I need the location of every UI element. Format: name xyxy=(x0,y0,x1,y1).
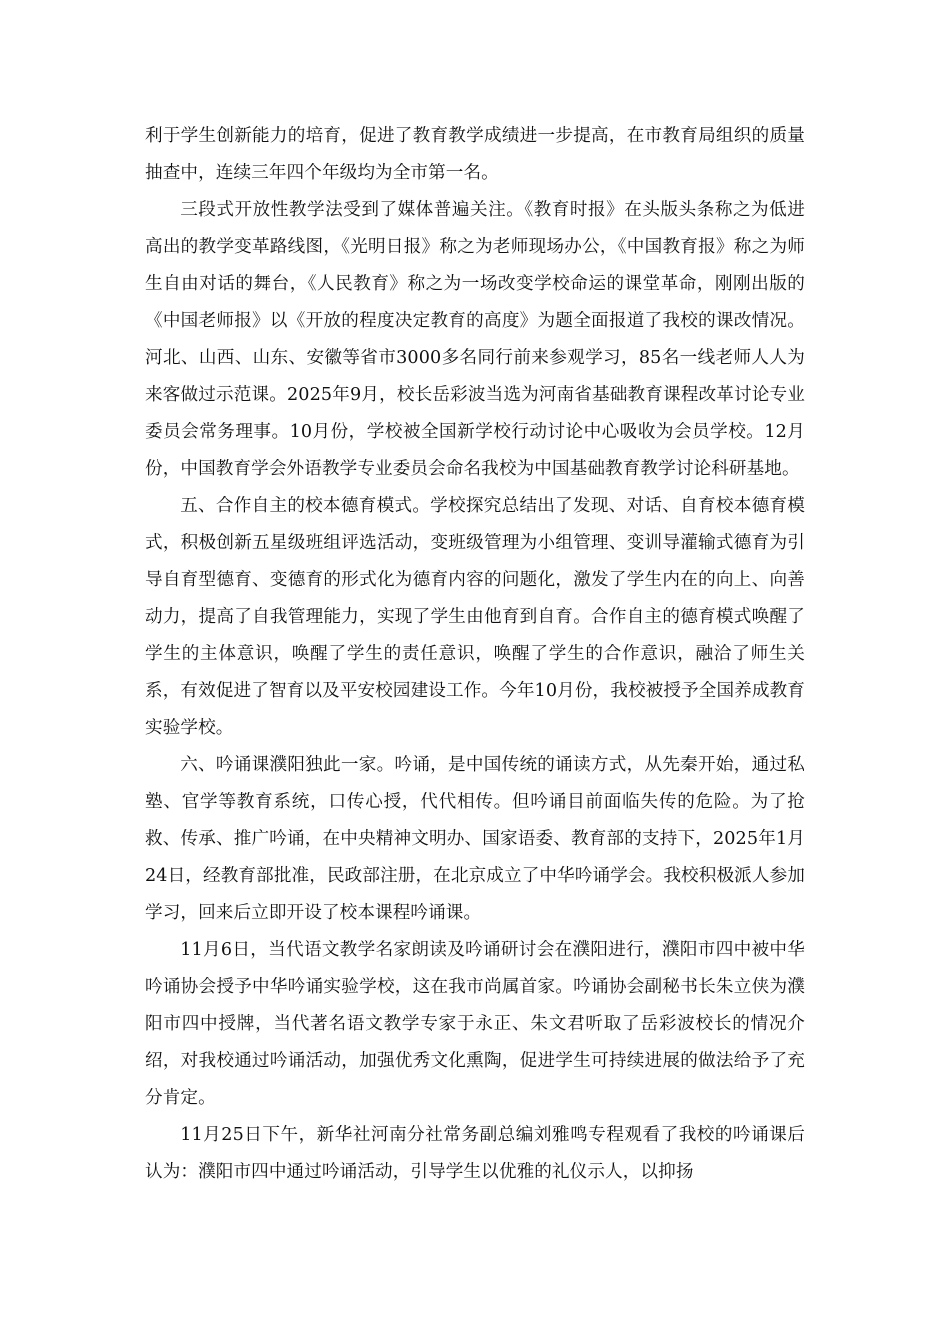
paragraph-chanting-seminar: 11月6日，当代语文教学名家朗读及吟诵研讨会在濮阳进行，濮阳市四中被中华吟诵协会授予中华吟诵实验学校，这在我市尚属首家。吟诵协会副秘书长朱立侠为濮阳市四中授牌，当代著名语文教学专家于永正、朱文君听取了岳彩波校长的情况介绍，对我校通过吟诵活动，加强优秀文化熏陶，促进学生可持续进展的做法给予了充分肯定。 xyxy=(145,940,805,1108)
paragraph-continuation: 利于学生创新能力的培育，促进了教育教学成绩进一步提高，在市教育局组织的质量抽查中，连续三年四个年级均为全市第一名。 xyxy=(145,126,805,183)
paragraph-moral-education: 五、合作自主的校本德育模式。学校探究总结出了发现、对话、自育校本德育模式，积极创新五星级班组评选活动，变班级管理为小组管理、变训导灌输式德育为引导自育型德育、变德育的形式化为德育内容的问题化，激发了学生内在的向上、向善动力，提高了自我管理能力，实现了学生由他育到自育。合作自主的德育模式唤醒了学生的主体意识，唤醒了学生的责任意识，唤醒了学生的合作意识，融洽了师生关系，有效促进了智育以及平安校园建设工作。今年10月份，我校被授予全国养成教育实验学校。 xyxy=(145,496,805,738)
paragraph-xinhua-visit: 11月25日下午，新华社河南分社常务副总编刘雅鸣专程观看了我校的吟诵课后认为：濮阳市四中通过吟诵活动，引导学生以优雅的礼仪示人，以抑扬 xyxy=(145,1125,805,1182)
paragraph-chanting-course: 六、吟诵课濮阳独此一家。吟诵，是中国传统的诵读方式，从先秦开始，通过私塾、官学等教育系统，口传心授，代代相传。但吟诵目前面临失传的危险。为了抢救、传承、推广吟诵，在中央精神文明办、国家语委、教育部的支持下，2025年1月24日，经教育部批准，民政部注册，在北京成立了中华吟诵学会。我校积极派人参加学习，回来后立即开设了校本课程吟诵课。 xyxy=(145,755,805,923)
document-body xyxy=(145,118,805,1191)
paragraph-media-coverage: 三段式开放性教学法受到了媒体普遍关注。《教育时报》在头版头条称之为低进高出的教学变革路线图，《光明日报》称之为老师现场办公，《中国教育报》称之为师生自由对话的舞台，《人民教育》称之为一场改变学校命运的课堂革命，刚刚出版的《中国老师报》以《开放的程度决定教育的高度》为题全面报道了我校的课改情况。河北、山西、山东、安徽等省市3000多名同行前来参观学习，85名一线老师人人为来客做过示范课。2025年9月，校长岳彩波当选为河南省基础教育课程改革讨论专业委员会常务理事。10月份，学校被全国新学校行动讨论中心吸收为会员学校。12月份，中国教育学会外语教学专业委员会命名我校为中国基础教育教学讨论科研基地。 xyxy=(145,200,805,479)
